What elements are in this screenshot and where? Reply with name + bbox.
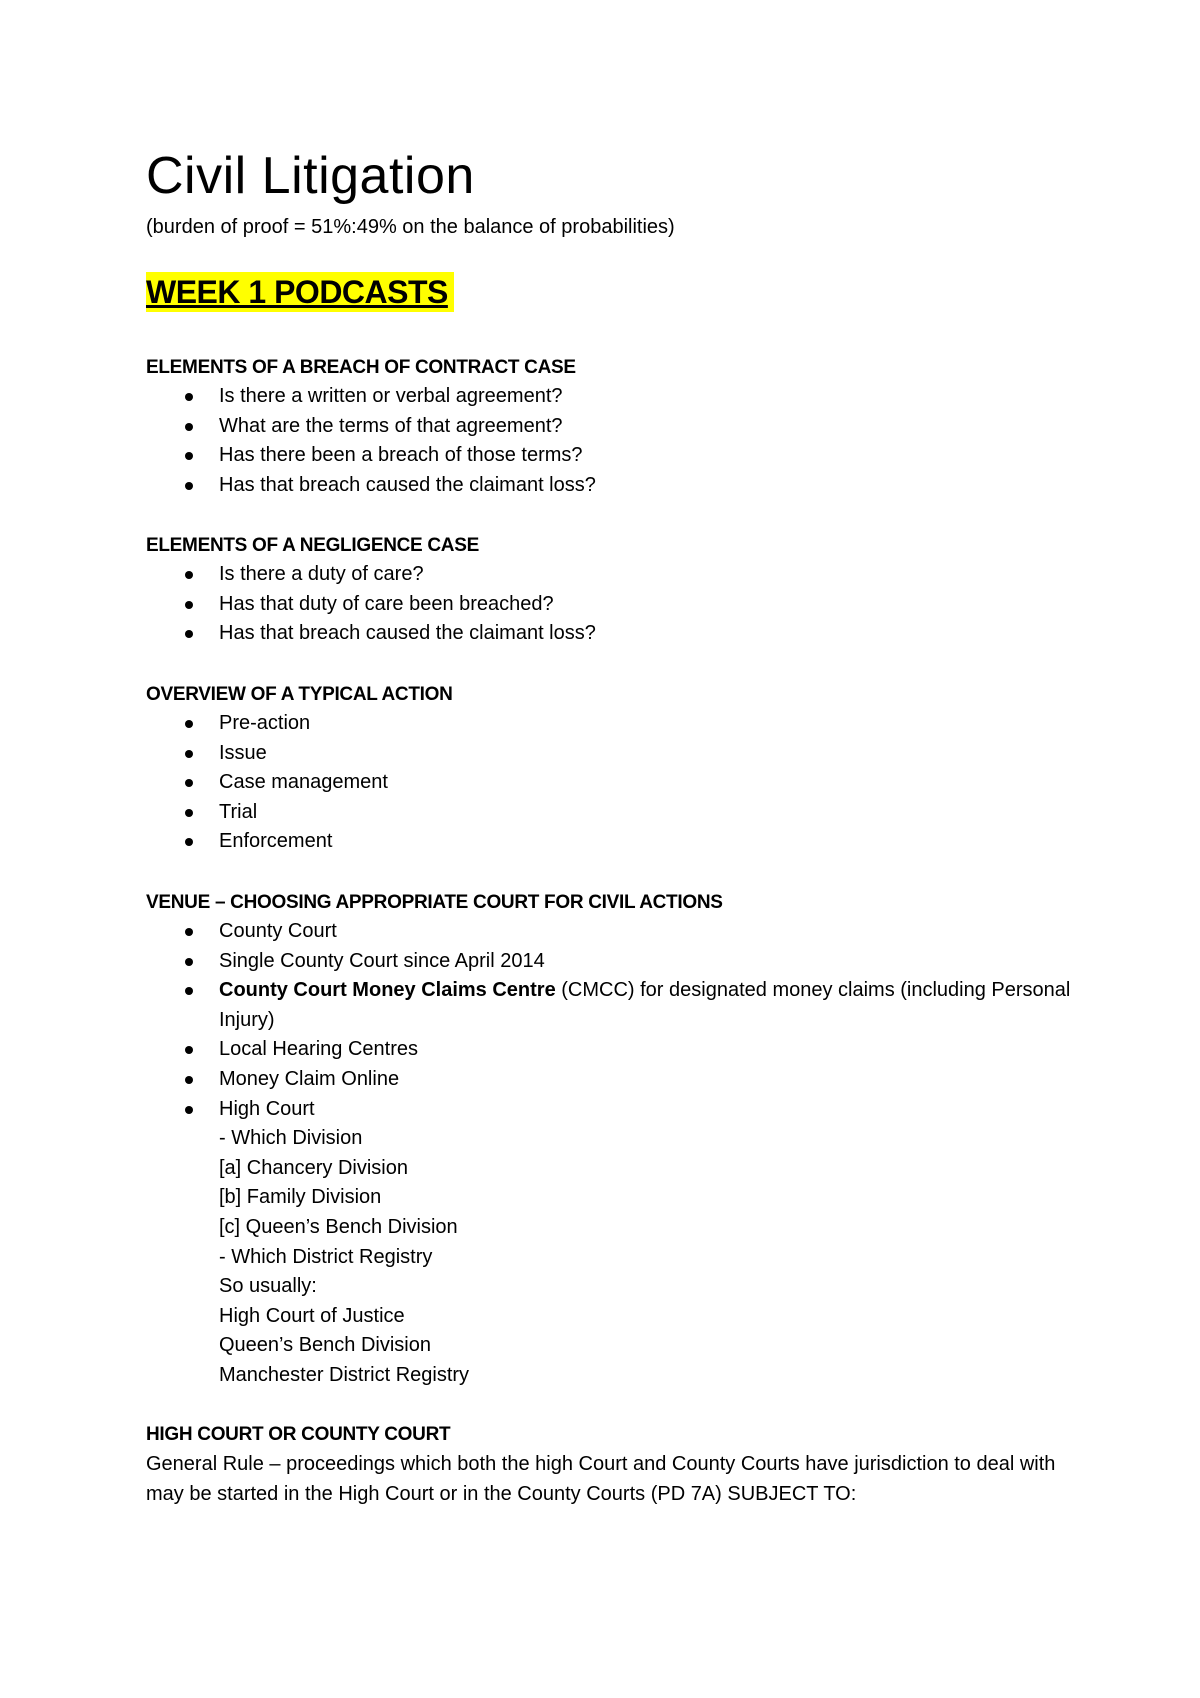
list-item: Enforcement (146, 827, 1076, 857)
list-item: High Court (146, 1095, 1076, 1125)
list-item: Issue (146, 739, 1076, 769)
section-heading: OVERVIEW OF A TYPICAL ACTION (146, 684, 453, 705)
detail-line: Manchester District Registry (219, 1363, 470, 1386)
list-item: Local Hearing Centres (146, 1035, 1076, 1065)
list-item: Has that breach caused the claimant loss? (146, 619, 1076, 649)
bullet-list (146, 382, 1076, 500)
list-item: Has there been a breach of those terms? (146, 441, 1076, 471)
detail-line: So usually: (219, 1275, 317, 1298)
list-item: Is there a duty of care? (146, 560, 1076, 590)
list-item (146, 976, 1076, 1035)
bullet-list (146, 560, 1076, 649)
week-heading: WEEK 1 PODCASTS (146, 272, 454, 312)
section-venue (146, 888, 1076, 1391)
detail-line: - Which Division (219, 1127, 363, 1150)
list-item: Pre-action (146, 709, 1076, 739)
detail-line: - Which District Registry (219, 1245, 433, 1268)
bullet-list (146, 709, 1076, 857)
section-heading: HIGH COURT OR COUNTY COURT (146, 1424, 451, 1445)
cmcc-description: (CMCC) for designated money claims (including Personal Injury) (219, 979, 1071, 1031)
detail-line: [c] Queen’s Bench Division (219, 1215, 458, 1238)
bullet-list (146, 917, 1076, 1124)
list-item: Has that duty of care been breached? (146, 590, 1076, 620)
detail-line: [b] Family Division (219, 1186, 382, 1209)
list-item: Has that breach caused the claimant loss? (146, 471, 1076, 501)
page-subtitle: (burden of proof = 51%:49% on the balance of probabilities) (146, 216, 675, 238)
cmcc-name: County Court Money Claims Centre (219, 979, 556, 1002)
section-breach-of-contract (146, 353, 1076, 500)
detail-line: Queen’s Bench Division (219, 1334, 431, 1357)
section-high-or-county-court (146, 1420, 1076, 1509)
list-item: Is there a written or verbal agreement? (146, 382, 1076, 412)
list-item: Single County Court since April 2014 (146, 947, 1076, 977)
page-title: Civil Litigation (146, 147, 475, 205)
section-overview (146, 680, 1076, 857)
general-rule-paragraph: General Rule – proceedings which both the high Court and County Courts have jurisdiction to deal with may be started in the High Court or in the County Courts (PD 7A) SUBJECT TO: (146, 1453, 1056, 1505)
section-heading: ELEMENTS OF A NEGLIGENCE CASE (146, 535, 479, 556)
high-court-details (146, 1124, 1076, 1390)
list-item: County Court (146, 917, 1076, 947)
list-item: Money Claim Online (146, 1065, 1076, 1095)
list-item: Trial (146, 798, 1076, 828)
section-heading: ELEMENTS OF A BREACH OF CONTRACT CASE (146, 357, 576, 378)
list-item: What are the terms of that agreement? (146, 412, 1076, 442)
list-item: Case management (146, 768, 1076, 798)
section-heading: VENUE – CHOOSING APPROPRIATE COURT FOR CIVIL ACTIONS (146, 892, 723, 913)
detail-line: High Court of Justice (219, 1304, 405, 1327)
detail-line: [a] Chancery Division (219, 1156, 408, 1179)
section-negligence (146, 531, 1076, 649)
